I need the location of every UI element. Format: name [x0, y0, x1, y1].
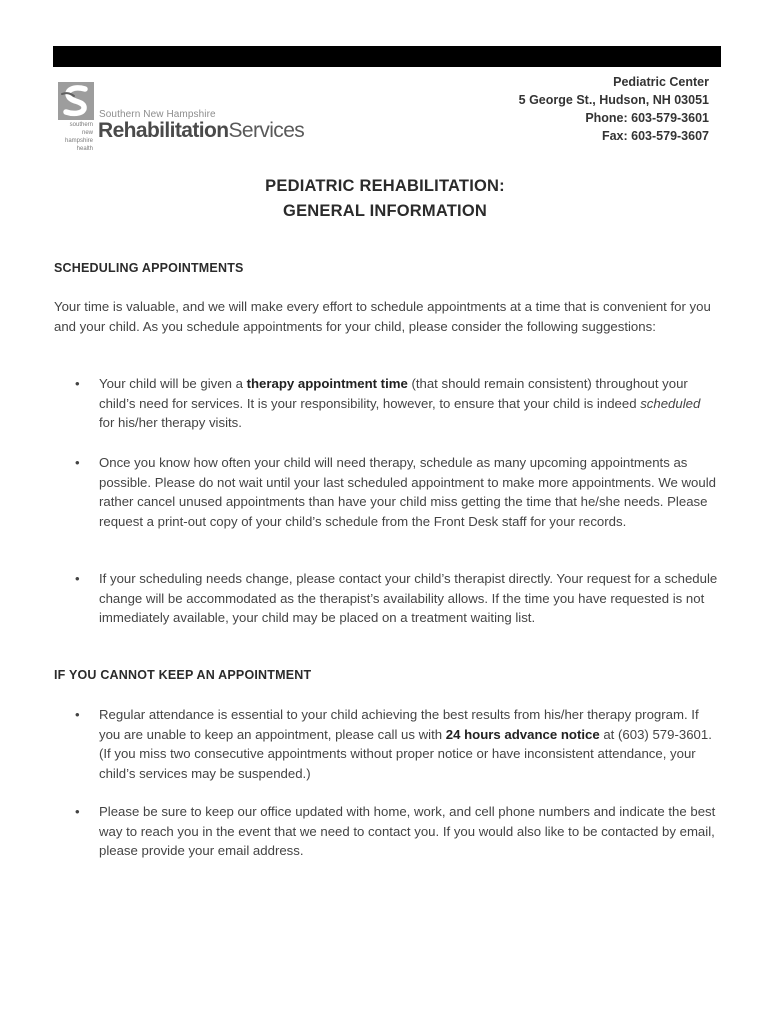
bullet-icon: •: [75, 455, 80, 470]
logo-name: RehabilitationServices: [98, 119, 305, 142]
section-heading-cannot-keep: IF YOU CANNOT KEEP AN APPOINTMENT: [54, 668, 312, 682]
phone-number: Phone: 603-579-3601: [585, 111, 709, 125]
section-heading-scheduling: SCHEDULING APPOINTMENTS: [54, 261, 244, 275]
organization-logo: [53, 82, 313, 152]
bullet-icon: •: [75, 571, 80, 586]
scheduling-intro-paragraph: Your time is valuable, and we will make every effort to schedule appointments at a time that is convenient for you and your child. As you schedule appointments for your child, please consider the following suggestions:: [54, 299, 711, 334]
bullet-icon: •: [75, 707, 80, 722]
document-title: PEDIATRIC REHABILITATION: GENERAL INFORMATION: [265, 177, 505, 220]
s-logo-icon: [58, 82, 94, 120]
fax-number: Fax: 603-579-3607: [601, 129, 709, 143]
bullet-icon: •: [75, 804, 80, 819]
center-name: Pediatric Center: [613, 75, 709, 89]
logo-health-text: southern new hampshire health: [64, 122, 93, 152]
contact-address-block: [519, 73, 709, 145]
logo-subtitle: Southern New Hampshire: [99, 109, 216, 120]
header-bar: [53, 46, 721, 67]
street-address: 5 George St., Hudson, NH 03051: [518, 93, 709, 107]
bullet-icon: •: [75, 376, 80, 391]
